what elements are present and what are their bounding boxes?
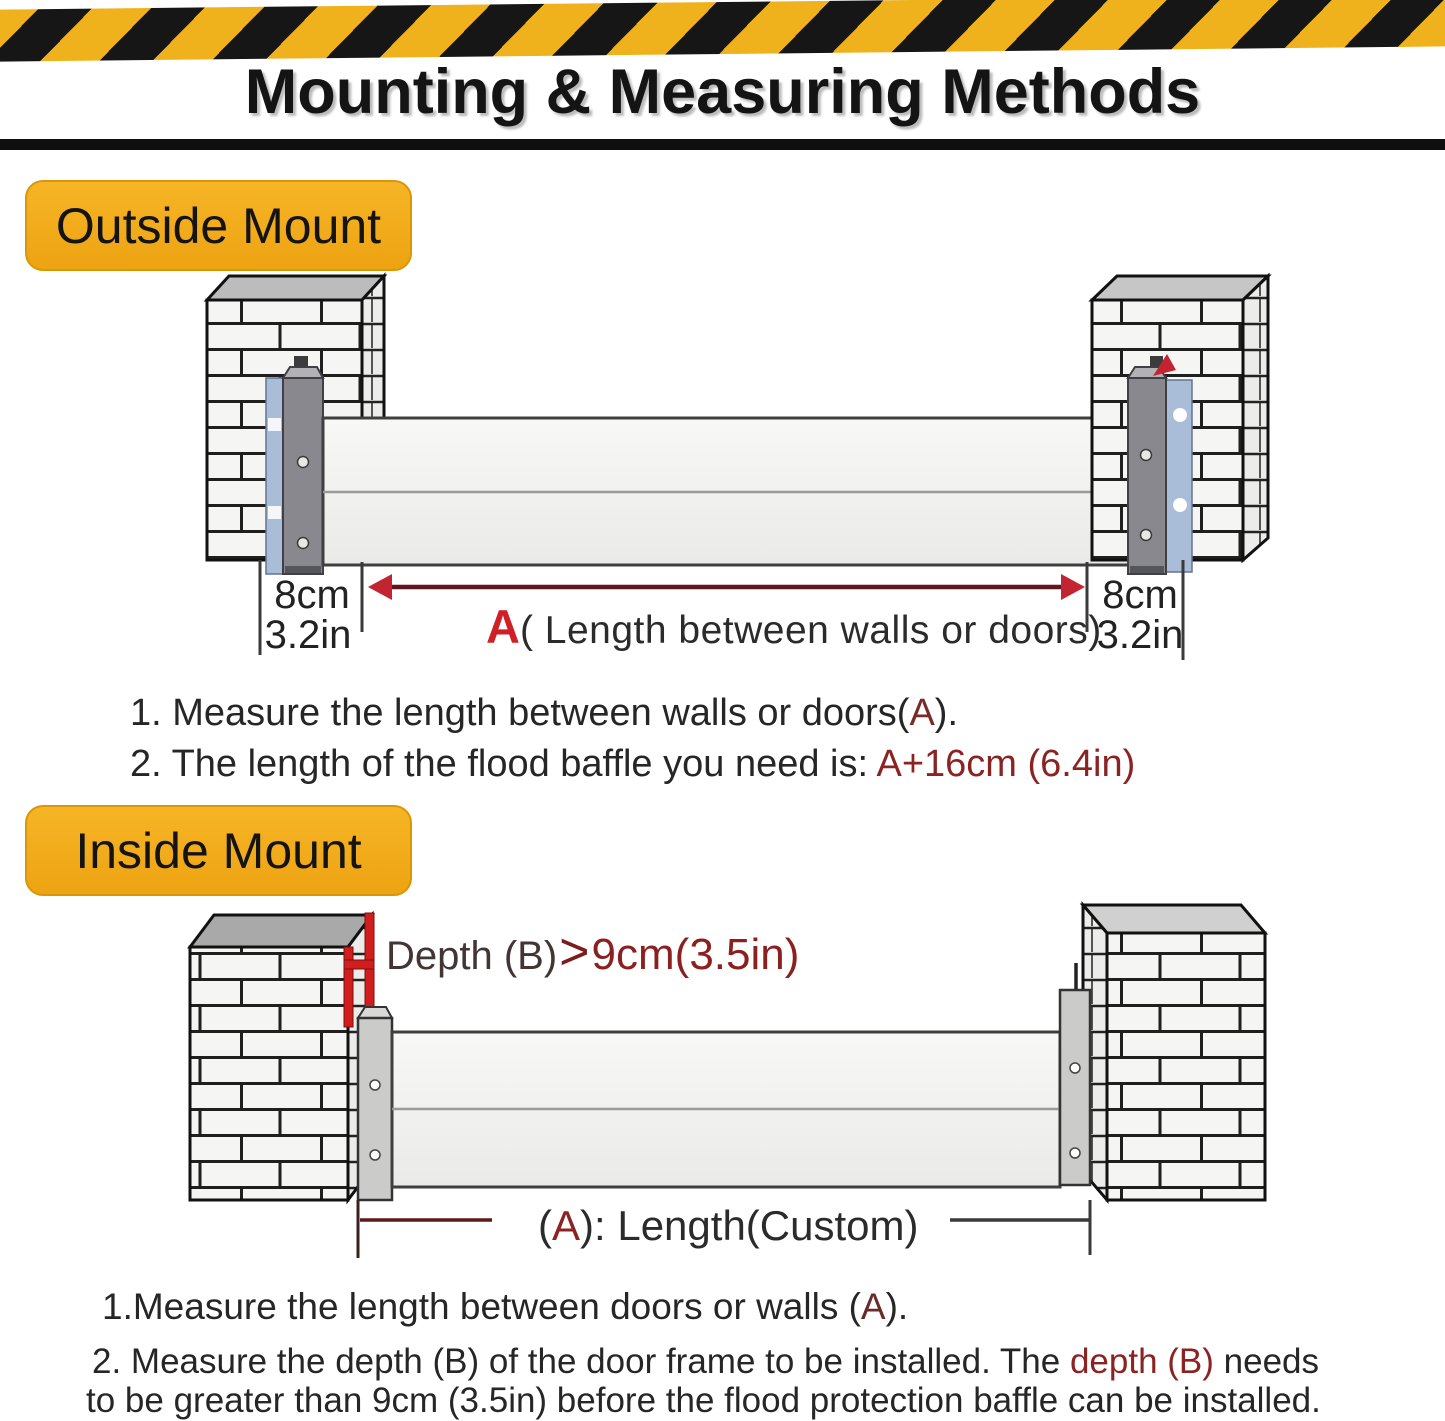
arrowhead-left-icon — [368, 574, 392, 600]
hazard-tape-stripe — [0, 0, 1445, 62]
screw-hole — [1141, 450, 1152, 461]
offset-left-cm: 8cm — [274, 573, 350, 617]
greater-than-symbol: > — [559, 923, 590, 981]
custom-length-annotation: ( A ): Length(Custom) — [538, 1202, 919, 1249]
outside-step-1: 1. Measure the length between walls or doors(A). — [130, 692, 959, 734]
offset-left-in: 3.2in — [264, 613, 352, 657]
outside-mount-badge: Outside Mount — [25, 180, 412, 271]
inside-step-1: 1.Measure the length between doors or walls (A). — [102, 1286, 909, 1327]
left-seal-strip — [266, 378, 284, 574]
inside-step-3: to be greater than 9cm (3.5in) before the flood protection baffle can be installed. — [86, 1381, 1321, 1420]
screw-hole — [370, 1080, 380, 1090]
offset-right-in: 3.2in — [1096, 613, 1184, 657]
flood-barrier-panels — [392, 1032, 1060, 1187]
screw-hole — [298, 457, 309, 468]
length-annotation-a: A — [486, 600, 520, 653]
length-annotation-text: ( Length between walls or doors) — [519, 609, 1102, 652]
screw-hole — [1141, 530, 1152, 541]
right-brick-pillar — [1083, 905, 1265, 1200]
inside-step-2: 2. Measure the depth (B) of the door frame to be installed. The depth (B) needs — [92, 1342, 1320, 1381]
right-mounting-channel — [1128, 354, 1192, 574]
offset-right-cm: 8cm — [1102, 573, 1178, 617]
title-divider — [0, 139, 1445, 150]
screw-hole — [1070, 1148, 1080, 1158]
flood-barrier-panels — [323, 418, 1130, 565]
right-mounting-channel — [1060, 963, 1090, 1185]
arrowhead-right-icon — [1061, 574, 1085, 600]
page-title: Mounting & Measuring Methods — [244, 57, 1201, 127]
screw-hole — [1070, 1063, 1080, 1073]
screw-hole — [298, 538, 309, 549]
outside-step-2: 2. The length of the flood baffle you need is: A+16cm (6.4in) — [130, 743, 1136, 785]
length-annotation — [486, 599, 1102, 654]
left-mounting-channel — [358, 1007, 392, 1200]
screw-hole — [370, 1150, 380, 1160]
depth-annotation: Depth (B) > 9cm(3.5in) — [386, 923, 800, 981]
inside-mount-badge: Inside Mount — [25, 805, 412, 896]
left-mounting-channel — [266, 367, 323, 574]
